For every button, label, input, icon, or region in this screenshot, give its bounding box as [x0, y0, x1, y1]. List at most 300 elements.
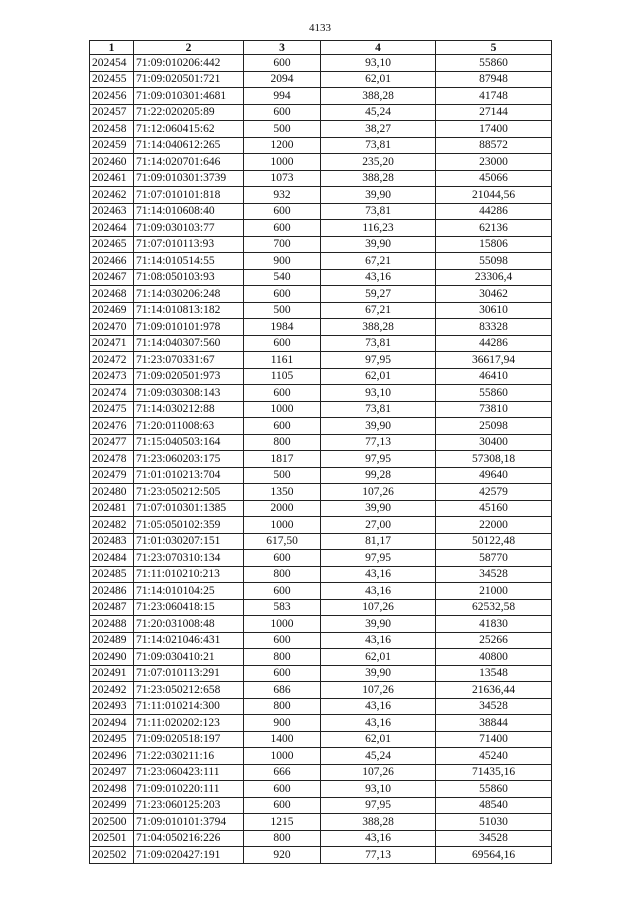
- area-cell: 600: [244, 550, 321, 567]
- area-cell: 900: [244, 253, 321, 270]
- table-row: [90, 368, 552, 385]
- rate-cell: 81,17: [321, 533, 436, 550]
- area-cell: 1000: [244, 748, 321, 765]
- area-cell: 1000: [244, 616, 321, 633]
- cadastral-number-cell: 71:12:060415:62: [134, 121, 244, 138]
- rate-cell: 107,26: [321, 599, 436, 616]
- table-row: [90, 385, 552, 402]
- value-cell: 55098: [436, 253, 552, 270]
- rate-cell: 235,20: [321, 154, 436, 171]
- value-cell: 55860: [436, 385, 552, 402]
- area-cell: 1400: [244, 731, 321, 748]
- rate-cell: 73,81: [321, 335, 436, 352]
- row-number-cell: 202499: [90, 797, 134, 814]
- area-cell: 666: [244, 764, 321, 781]
- cadastral-number-cell: 71:20:031008:48: [134, 616, 244, 633]
- table-row: [90, 731, 552, 748]
- table-row: [90, 698, 552, 715]
- table-row: [90, 500, 552, 517]
- value-cell: 44286: [436, 203, 552, 220]
- area-cell: 600: [244, 797, 321, 814]
- rate-cell: 62,01: [321, 71, 436, 88]
- value-cell: 25098: [436, 418, 552, 435]
- table-row: [90, 781, 552, 798]
- area-cell: 800: [244, 566, 321, 583]
- value-cell: 69564,16: [436, 847, 552, 864]
- value-cell: 13548: [436, 665, 552, 682]
- value-cell: 45160: [436, 500, 552, 517]
- area-cell: 500: [244, 467, 321, 484]
- cadastral-number-cell: 71:14:021046:431: [134, 632, 244, 649]
- table-row: [90, 236, 552, 253]
- value-cell: 30462: [436, 286, 552, 303]
- table-body: [90, 55, 552, 864]
- rate-cell: 97,95: [321, 451, 436, 468]
- area-cell: 1000: [244, 401, 321, 418]
- area-cell: 600: [244, 781, 321, 798]
- cadastral-number-cell: 71:23:060418:15: [134, 599, 244, 616]
- rate-cell: 93,10: [321, 781, 436, 798]
- cadastral-number-cell: 71:14:040307:560: [134, 335, 244, 352]
- cadastral-number-cell: 71:04:050216:226: [134, 830, 244, 847]
- value-cell: 41748: [436, 88, 552, 105]
- rate-cell: 43,16: [321, 583, 436, 600]
- row-number-cell: 202474: [90, 385, 134, 402]
- value-cell: 38844: [436, 715, 552, 732]
- rate-cell: 77,13: [321, 847, 436, 864]
- table-row: [90, 814, 552, 831]
- area-cell: 1073: [244, 170, 321, 187]
- value-cell: 34528: [436, 566, 552, 583]
- value-cell: 23000: [436, 154, 552, 171]
- area-cell: 583: [244, 599, 321, 616]
- rate-cell: 43,16: [321, 698, 436, 715]
- row-number-cell: 202464: [90, 220, 134, 237]
- rate-cell: 39,90: [321, 665, 436, 682]
- table-row: [90, 451, 552, 468]
- rate-cell: 39,90: [321, 500, 436, 517]
- cadastral-number-cell: 71:11:010214:300: [134, 698, 244, 715]
- value-cell: 55860: [436, 781, 552, 798]
- rate-cell: 39,90: [321, 236, 436, 253]
- data-table: [89, 40, 552, 864]
- table-row: [90, 170, 552, 187]
- table-row: [90, 616, 552, 633]
- cadastral-number-cell: 71:15:040503:164: [134, 434, 244, 451]
- row-number-cell: 202482: [90, 517, 134, 534]
- cadastral-number-cell: 71:23:060203:175: [134, 451, 244, 468]
- rate-cell: 107,26: [321, 484, 436, 501]
- row-number-cell: 202459: [90, 137, 134, 154]
- rate-cell: 43,16: [321, 632, 436, 649]
- row-number-cell: 202455: [90, 71, 134, 88]
- area-cell: 600: [244, 632, 321, 649]
- cadastral-number-cell: 71:07:010301:1385: [134, 500, 244, 517]
- row-number-cell: 202472: [90, 352, 134, 369]
- rate-cell: 43,16: [321, 566, 436, 583]
- table-row: [90, 566, 552, 583]
- row-number-cell: 202470: [90, 319, 134, 336]
- page-number: 4133: [309, 22, 331, 34]
- rate-cell: 388,28: [321, 814, 436, 831]
- row-number-cell: 202493: [90, 698, 134, 715]
- cadastral-number-cell: 71:14:010514:55: [134, 253, 244, 270]
- value-cell: 45066: [436, 170, 552, 187]
- cadastral-number-cell: 71:09:020427:191: [134, 847, 244, 864]
- value-cell: 21000: [436, 583, 552, 600]
- rate-cell: 39,90: [321, 616, 436, 633]
- rate-cell: 62,01: [321, 649, 436, 666]
- value-cell: 83328: [436, 319, 552, 336]
- rate-cell: 73,81: [321, 137, 436, 154]
- row-number-cell: 202480: [90, 484, 134, 501]
- column-header: 4: [321, 41, 436, 55]
- table-row: [90, 599, 552, 616]
- table-row: [90, 665, 552, 682]
- row-number-cell: 202490: [90, 649, 134, 666]
- row-number-cell: 202483: [90, 533, 134, 550]
- row-number-cell: 202492: [90, 682, 134, 699]
- value-cell: 46410: [436, 368, 552, 385]
- rate-cell: 77,13: [321, 434, 436, 451]
- value-cell: 36617,94: [436, 352, 552, 369]
- column-header: 1: [90, 41, 134, 55]
- column-header: 5: [436, 41, 552, 55]
- row-number-cell: 202496: [90, 748, 134, 765]
- cadastral-number-cell: 71:09:020501:721: [134, 71, 244, 88]
- cadastral-number-cell: 71:14:040612:265: [134, 137, 244, 154]
- row-number-cell: 202502: [90, 847, 134, 864]
- value-cell: 49640: [436, 467, 552, 484]
- row-number-cell: 202489: [90, 632, 134, 649]
- rate-cell: 97,95: [321, 352, 436, 369]
- area-cell: 600: [244, 335, 321, 352]
- row-number-cell: 202457: [90, 104, 134, 121]
- cadastral-number-cell: 71:23:050212:505: [134, 484, 244, 501]
- row-number-cell: 202475: [90, 401, 134, 418]
- value-cell: 71435,16: [436, 764, 552, 781]
- cadastral-number-cell: 71:20:011008:63: [134, 418, 244, 435]
- area-cell: 600: [244, 55, 321, 72]
- cadastral-number-cell: 71:09:010101:978: [134, 319, 244, 336]
- cadastral-number-cell: 71:01:030207:151: [134, 533, 244, 550]
- table-row: [90, 748, 552, 765]
- cadastral-number-cell: 71:09:020501:973: [134, 368, 244, 385]
- row-number-cell: 202487: [90, 599, 134, 616]
- value-cell: 57308,18: [436, 451, 552, 468]
- area-cell: 800: [244, 434, 321, 451]
- area-cell: 800: [244, 830, 321, 847]
- area-cell: 1215: [244, 814, 321, 831]
- area-cell: 1000: [244, 517, 321, 534]
- table-row: [90, 154, 552, 171]
- area-cell: 932: [244, 187, 321, 204]
- row-number-cell: 202462: [90, 187, 134, 204]
- cadastral-number-cell: 71:23:060125:203: [134, 797, 244, 814]
- area-cell: 617,50: [244, 533, 321, 550]
- table-row: [90, 583, 552, 600]
- area-cell: 540: [244, 269, 321, 286]
- row-number-cell: 202467: [90, 269, 134, 286]
- value-cell: 45240: [436, 748, 552, 765]
- table-row: [90, 302, 552, 319]
- rate-cell: 43,16: [321, 830, 436, 847]
- row-number-cell: 202461: [90, 170, 134, 187]
- area-cell: 994: [244, 88, 321, 105]
- table-row: [90, 517, 552, 534]
- cadastral-number-cell: 71:14:020701:646: [134, 154, 244, 171]
- table-row: [90, 104, 552, 121]
- area-cell: 1984: [244, 319, 321, 336]
- rate-cell: 39,90: [321, 418, 436, 435]
- table-row: [90, 352, 552, 369]
- table-row: [90, 88, 552, 105]
- area-cell: 500: [244, 302, 321, 319]
- cadastral-number-cell: 71:07:010113:93: [134, 236, 244, 253]
- area-cell: 1350: [244, 484, 321, 501]
- cadastral-number-cell: 71:23:050212:658: [134, 682, 244, 699]
- table-row: [90, 137, 552, 154]
- area-cell: 920: [244, 847, 321, 864]
- table-row: [90, 533, 552, 550]
- area-cell: 1200: [244, 137, 321, 154]
- table-row: [90, 269, 552, 286]
- table-row: [90, 484, 552, 501]
- table-row: [90, 550, 552, 567]
- area-cell: 600: [244, 104, 321, 121]
- area-cell: 1000: [244, 154, 321, 171]
- value-cell: 23306,4: [436, 269, 552, 286]
- table-row: [90, 187, 552, 204]
- value-cell: 55860: [436, 55, 552, 72]
- rate-cell: 97,95: [321, 550, 436, 567]
- table-row: [90, 715, 552, 732]
- value-cell: 21636,44: [436, 682, 552, 699]
- cadastral-number-cell: 71:09:030308:143: [134, 385, 244, 402]
- area-cell: 1105: [244, 368, 321, 385]
- area-cell: 500: [244, 121, 321, 138]
- rate-cell: 93,10: [321, 385, 436, 402]
- table-row: [90, 632, 552, 649]
- value-cell: 15806: [436, 236, 552, 253]
- cadastral-number-cell: 71:09:010101:3794: [134, 814, 244, 831]
- cadastral-number-cell: 71:07:010113:291: [134, 665, 244, 682]
- table-row: [90, 203, 552, 220]
- rate-cell: 107,26: [321, 764, 436, 781]
- table-row: [90, 335, 552, 352]
- row-number-cell: 202491: [90, 665, 134, 682]
- cadastral-number-cell: 71:11:020202:123: [134, 715, 244, 732]
- area-cell: 700: [244, 236, 321, 253]
- cadastral-number-cell: 71:23:070331:67: [134, 352, 244, 369]
- cadastral-number-cell: 71:09:010220:111: [134, 781, 244, 798]
- row-number-cell: 202466: [90, 253, 134, 270]
- rate-cell: 99,28: [321, 467, 436, 484]
- table-row: [90, 682, 552, 699]
- row-number-cell: 202463: [90, 203, 134, 220]
- table-row: [90, 797, 552, 814]
- cadastral-number-cell: 71:09:020518:197: [134, 731, 244, 748]
- area-cell: 2094: [244, 71, 321, 88]
- rate-cell: 73,81: [321, 203, 436, 220]
- area-cell: 1161: [244, 352, 321, 369]
- row-number-cell: 202460: [90, 154, 134, 171]
- area-cell: 600: [244, 385, 321, 402]
- value-cell: 40800: [436, 649, 552, 666]
- cadastral-number-cell: 71:09:030103:77: [134, 220, 244, 237]
- value-cell: 87948: [436, 71, 552, 88]
- rate-cell: 62,01: [321, 368, 436, 385]
- rate-cell: 43,16: [321, 269, 436, 286]
- rate-cell: 67,21: [321, 302, 436, 319]
- row-number-cell: 202468: [90, 286, 134, 303]
- row-number-cell: 202454: [90, 55, 134, 72]
- row-number-cell: 202476: [90, 418, 134, 435]
- value-cell: 62532,58: [436, 599, 552, 616]
- table-row: [90, 434, 552, 451]
- area-cell: 600: [244, 286, 321, 303]
- value-cell: 42579: [436, 484, 552, 501]
- row-number-cell: 202481: [90, 500, 134, 517]
- row-number-cell: 202456: [90, 88, 134, 105]
- value-cell: 73810: [436, 401, 552, 418]
- row-number-cell: 202498: [90, 781, 134, 798]
- cadastral-number-cell: 71:22:030211:16: [134, 748, 244, 765]
- table-row: [90, 319, 552, 336]
- row-number-cell: 202501: [90, 830, 134, 847]
- column-header: 2: [134, 41, 244, 55]
- row-number-cell: 202458: [90, 121, 134, 138]
- value-cell: 22000: [436, 517, 552, 534]
- cadastral-number-cell: 71:11:010210:213: [134, 566, 244, 583]
- table-row: [90, 418, 552, 435]
- area-cell: 600: [244, 418, 321, 435]
- cadastral-number-cell: 71:09:010301:4681: [134, 88, 244, 105]
- table-row: [90, 830, 552, 847]
- value-cell: 34528: [436, 698, 552, 715]
- rate-cell: 38,27: [321, 121, 436, 138]
- area-cell: 686: [244, 682, 321, 699]
- table-row: [90, 121, 552, 138]
- cadastral-number-cell: 71:14:030206:248: [134, 286, 244, 303]
- rate-cell: 39,90: [321, 187, 436, 204]
- value-cell: 30610: [436, 302, 552, 319]
- area-cell: 2000: [244, 500, 321, 517]
- value-cell: 62136: [436, 220, 552, 237]
- cadastral-number-cell: 71:01:010213:704: [134, 467, 244, 484]
- row-number-cell: 202497: [90, 764, 134, 781]
- column-header: 3: [244, 41, 321, 55]
- rate-cell: 97,95: [321, 797, 436, 814]
- value-cell: 34528: [436, 830, 552, 847]
- rate-cell: 59,27: [321, 286, 436, 303]
- area-cell: 1817: [244, 451, 321, 468]
- cadastral-number-cell: 71:23:070310:134: [134, 550, 244, 567]
- cadastral-number-cell: 71:14:030212:88: [134, 401, 244, 418]
- area-cell: 900: [244, 715, 321, 732]
- rate-cell: 45,24: [321, 104, 436, 121]
- row-number-cell: 202465: [90, 236, 134, 253]
- table-row: [90, 71, 552, 88]
- rate-cell: 27,00: [321, 517, 436, 534]
- table-row: [90, 467, 552, 484]
- cadastral-number-cell: 71:07:010101:818: [134, 187, 244, 204]
- cadastral-number-cell: 71:09:030410:21: [134, 649, 244, 666]
- row-number-cell: 202488: [90, 616, 134, 633]
- value-cell: 30400: [436, 434, 552, 451]
- value-cell: 71400: [436, 731, 552, 748]
- rate-cell: 67,21: [321, 253, 436, 270]
- value-cell: 41830: [436, 616, 552, 633]
- rate-cell: 388,28: [321, 88, 436, 105]
- row-number-cell: 202494: [90, 715, 134, 732]
- area-cell: 600: [244, 203, 321, 220]
- row-number-cell: 202471: [90, 335, 134, 352]
- rate-cell: 45,24: [321, 748, 436, 765]
- row-number-cell: 202477: [90, 434, 134, 451]
- table-header-row: [90, 41, 552, 55]
- row-number-cell: 202473: [90, 368, 134, 385]
- cadastral-number-cell: 71:14:010813:182: [134, 302, 244, 319]
- table-row: [90, 55, 552, 72]
- table-row: [90, 764, 552, 781]
- area-cell: 600: [244, 220, 321, 237]
- rate-cell: 73,81: [321, 401, 436, 418]
- value-cell: 17400: [436, 121, 552, 138]
- table-row: [90, 847, 552, 864]
- area-cell: 800: [244, 649, 321, 666]
- cadastral-number-cell: 71:08:050103:93: [134, 269, 244, 286]
- cadastral-number-cell: 71:14:010608:40: [134, 203, 244, 220]
- value-cell: 25266: [436, 632, 552, 649]
- cadastral-number-cell: 71:22:020205:89: [134, 104, 244, 121]
- rate-cell: 388,28: [321, 170, 436, 187]
- value-cell: 21044,56: [436, 187, 552, 204]
- rate-cell: 388,28: [321, 319, 436, 336]
- row-number-cell: 202484: [90, 550, 134, 567]
- area-cell: 800: [244, 698, 321, 715]
- rate-cell: 93,10: [321, 55, 436, 72]
- row-number-cell: 202486: [90, 583, 134, 600]
- cadastral-number-cell: 71:05:050102:359: [134, 517, 244, 534]
- row-number-cell: 202500: [90, 814, 134, 831]
- value-cell: 50122,48: [436, 533, 552, 550]
- table-row: [90, 401, 552, 418]
- rate-cell: 107,26: [321, 682, 436, 699]
- value-cell: 58770: [436, 550, 552, 567]
- value-cell: 27144: [436, 104, 552, 121]
- value-cell: 44286: [436, 335, 552, 352]
- area-cell: 600: [244, 583, 321, 600]
- cadastral-number-cell: 71:09:010206:442: [134, 55, 244, 72]
- rate-cell: 62,01: [321, 731, 436, 748]
- cadastral-number-cell: 71:23:060423:111: [134, 764, 244, 781]
- table-row: [90, 286, 552, 303]
- row-number-cell: 202478: [90, 451, 134, 468]
- row-number-cell: 202469: [90, 302, 134, 319]
- value-cell: 51030: [436, 814, 552, 831]
- rate-cell: 43,16: [321, 715, 436, 732]
- cadastral-number-cell: 71:09:010301:3739: [134, 170, 244, 187]
- value-cell: 48540: [436, 797, 552, 814]
- value-cell: 88572: [436, 137, 552, 154]
- area-cell: 600: [244, 665, 321, 682]
- cadastral-number-cell: 71:14:010104:25: [134, 583, 244, 600]
- table-row: [90, 220, 552, 237]
- row-number-cell: 202485: [90, 566, 134, 583]
- row-number-cell: 202495: [90, 731, 134, 748]
- table-row: [90, 253, 552, 270]
